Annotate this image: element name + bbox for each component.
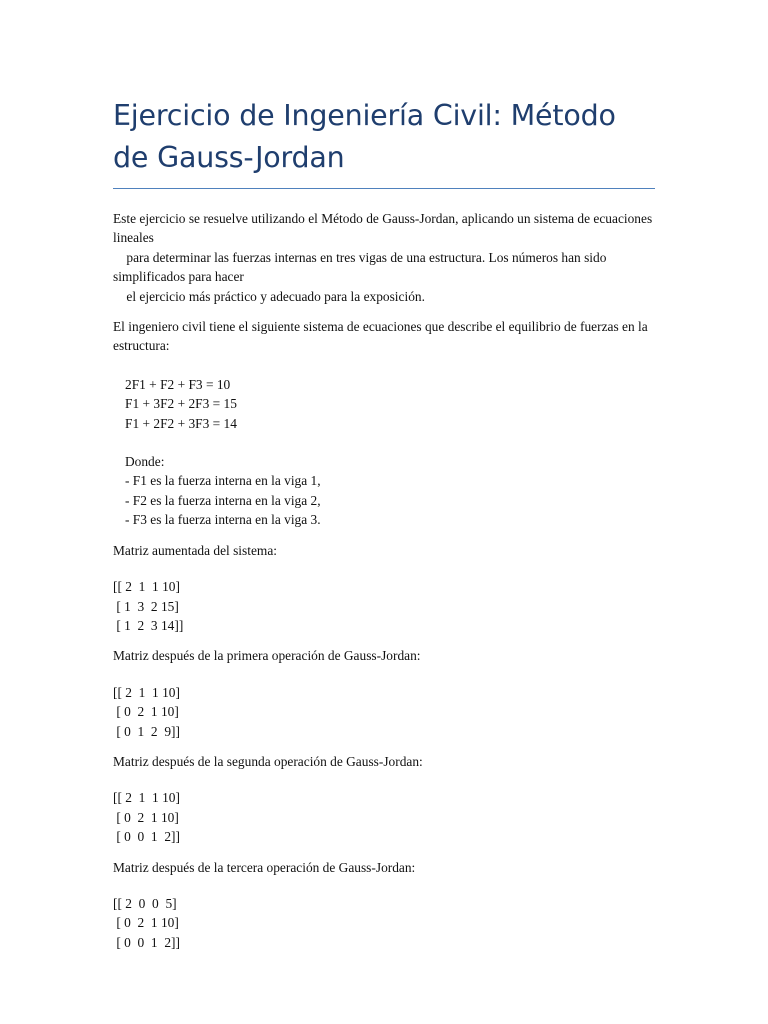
matrix-row: [[ 2 1 1 10] — [113, 684, 180, 700]
equation-line: F1 + 2F2 + 3F3 = 14 — [125, 415, 237, 431]
title-underline — [113, 188, 655, 189]
matrix-caption-augmented: Matriz aumentada del sistema: — [113, 542, 277, 558]
matrix-row: [[ 2 1 1 10] — [113, 579, 180, 595]
matrix-row: [ 0 1 2 9]] — [113, 723, 180, 739]
document-title: Ejercicio de Ingeniería Civil: Método de Gauss-Jordan — [113, 99, 616, 174]
intro-paragraph — [113, 209, 655, 306]
intro-line: el ejercicio más práctico y adecuado para la exposición. — [113, 288, 425, 304]
equation-line: F1 + 3F2 + 2F3 = 15 — [125, 396, 237, 412]
matrix-step3 — [113, 894, 655, 952]
matrix-augmented — [113, 577, 655, 635]
matrix-caption-step3: Matriz después de la tercera operación de Gauss-Jordan: — [113, 859, 416, 875]
matrix-caption-step2: Matriz después de la segunda operación de Gauss-Jordan: — [113, 753, 423, 769]
definition-item: - F3 es la fuerza interna en la viga 3. — [125, 512, 321, 528]
matrix-row: [ 0 2 1 10] — [113, 809, 179, 825]
matrix-row: [ 1 3 2 15] — [113, 598, 179, 614]
definition-item: - F2 es la fuerza interna en la viga 2, — [125, 492, 321, 508]
document-body — [113, 209, 655, 952]
matrix-row: [[ 2 0 0 5] — [113, 895, 177, 911]
matrix-step2 — [113, 788, 655, 846]
document-page — [113, 95, 655, 952]
matrix-row: [ 0 0 1 2]] — [113, 934, 180, 950]
system-intro-paragraph: El ingeniero civil tiene el siguiente sistema de ecuaciones que describe el equilibrio de fuerzas en la estructura: — [113, 319, 652, 354]
matrix-row: [ 0 2 1 10] — [113, 915, 179, 931]
matrix-row: [ 0 2 1 10] — [113, 704, 179, 720]
matrix-caption-step1: Matriz después de la primera operación de Gauss-Jordan: — [113, 648, 421, 664]
matrix-row: [ 0 0 1 2]] — [113, 829, 180, 845]
definition-item: - F1 es la fuerza interna en la viga 1, — [125, 473, 321, 489]
equation-list — [113, 375, 655, 433]
intro-line: Este ejercicio se resuelve utilizando el Método de Gauss-Jordan, aplicando un sistema de ecuaciones lineales — [113, 211, 656, 246]
matrix-step1 — [113, 683, 655, 741]
matrix-row: [ 1 2 3 14]] — [113, 617, 184, 633]
matrix-row: [[ 2 1 1 10] — [113, 790, 180, 806]
intro-line: para determinar las fuerzas internas en tres vigas de una estructura. Los números han sido simplificados para hacer — [113, 249, 610, 285]
equation-line: 2F1 + F2 + F3 = 10 — [125, 376, 231, 392]
donde-label: Donde: — [125, 454, 165, 470]
variable-definitions — [113, 452, 655, 530]
